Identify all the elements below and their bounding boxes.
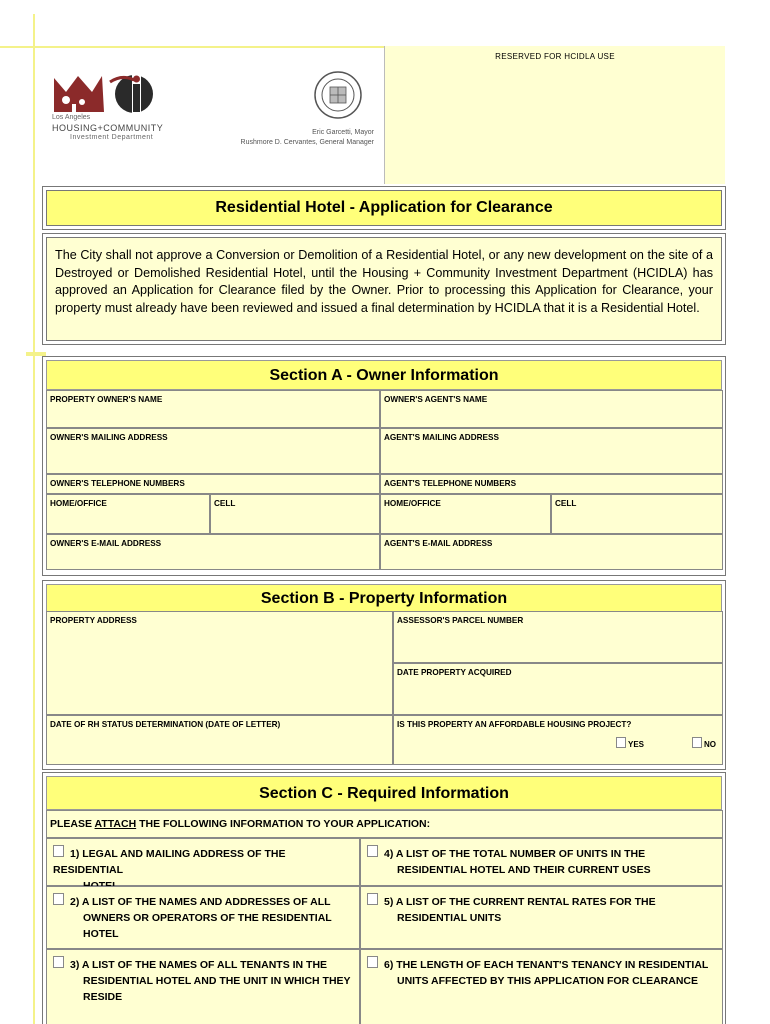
item-2-text: 2) A LIST OF THE NAMES AND ADDRESSES OF ALL [70, 896, 331, 908]
owner-name-field[interactable]: PROPERTY OWNER'S NAME [46, 390, 380, 428]
item-5-text-cont: RESIDENTIAL UNITS [397, 912, 502, 924]
rh-status-date-field[interactable]: DATE OF RH STATUS DETERMINATION (DATE OF LETTER) [46, 715, 393, 765]
hcidla-logo-icon [52, 72, 172, 116]
required-item-5[interactable] [360, 886, 723, 949]
required-item-1[interactable] [46, 838, 360, 886]
header-guide-line [0, 46, 388, 48]
item-2-checkbox[interactable] [53, 893, 64, 905]
affordable-housing-question: IS THIS PROPERTY AN AFFORDABLE HOUSING PROJECT? [397, 720, 632, 729]
item-1-checkbox[interactable] [53, 845, 64, 857]
section-b-heading: Section B - Property Information [46, 584, 722, 612]
item-2-text-cont: OWNERS OR OPERATORS OF THE RESIDENTIAL HOTEL [83, 912, 332, 940]
no-label: NO [704, 740, 716, 749]
officials-block [240, 128, 374, 148]
yes-option[interactable] [616, 737, 644, 749]
agent-home-phone-field[interactable]: HOME/OFFICE [380, 494, 551, 534]
attach-suffix: THE FOLLOWING INFORMATION TO YOUR APPLICATION: [136, 818, 431, 830]
agent-telephone-label: AGENT'S TELEPHONE NUMBERS [380, 474, 723, 494]
agent-cell-phone-field[interactable]: CELL [551, 494, 723, 534]
item-3-text-cont: RESIDENTIAL HOTEL AND THE UNIT IN WHICH THEY RESIDE [83, 975, 351, 1003]
logo-text-housing: HOUSING+COMMUNITY [52, 123, 164, 133]
item-6-checkbox[interactable] [367, 956, 378, 968]
city-seal-icon [313, 70, 363, 120]
mayor-name: Eric Garcetti, Mayor [312, 129, 374, 136]
general-manager-name: Rushmore D. Cervantes, General Manager [240, 139, 374, 146]
owner-email-field[interactable]: OWNER'S E-MAIL ADDRESS [46, 534, 380, 570]
no-option[interactable] [692, 737, 716, 749]
required-item-4[interactable] [360, 838, 723, 886]
owner-telephone-label: OWNER'S TELEPHONE NUMBERS [46, 474, 380, 494]
agent-email-field[interactable]: AGENT'S E-MAIL ADDRESS [380, 534, 723, 570]
attach-prefix: PLEASE [50, 818, 95, 830]
item-4-checkbox[interactable] [367, 845, 378, 857]
item-5-checkbox[interactable] [367, 893, 378, 905]
intro-text: The City shall not approve a Conversion or Demolition of a Residential Hotel, or any new development on the site of a Destroyed or Demolished Residential Hotel, until the Housing + Community Investment Department (HCIDLA) has approved an Application for Clearance filed by the Owner. Prior to processing this Application for Clearance, your property must already have been reviewed and issued a final determination by HCIDLA that it is a Residential Hotel. [46, 237, 722, 341]
reserved-for-hcidla-box [384, 46, 725, 184]
attach-instruction [46, 810, 723, 838]
item-6-text-cont: UNITS AFFECTED BY THIS APPLICATION FOR CLEARANCE [397, 975, 699, 987]
margin-guide-line [33, 14, 35, 1024]
yes-checkbox[interactable] [616, 737, 626, 748]
owner-home-phone-field[interactable]: HOME/OFFICE [46, 494, 210, 534]
reserved-label: RESERVED FOR HCIDLA USE [495, 52, 615, 61]
date-acquired-field[interactable]: DATE PROPERTY ACQUIRED [393, 663, 723, 715]
parcel-number-field[interactable]: ASSESSOR'S PARCEL NUMBER [393, 611, 723, 663]
owner-cell-phone-field[interactable]: CELL [210, 494, 380, 534]
item-4-text: 4) A LIST OF THE TOTAL NUMBER OF UNITS IN THE [384, 848, 646, 860]
item-3-checkbox[interactable] [53, 956, 64, 968]
property-address-field[interactable]: PROPERTY ADDRESS [46, 611, 393, 715]
logo-text-los-angeles: Los Angeles [52, 114, 91, 121]
item-3-text: 3) A LIST OF THE NAMES OF ALL TENANTS IN THE [70, 959, 328, 971]
owner-mailing-address-field[interactable]: OWNER'S MAILING ADDRESS [46, 428, 380, 474]
item-1-text: 1) LEGAL AND MAILING ADDRESS OF THE RESIDENTIAL [53, 848, 286, 876]
agent-mailing-address-field[interactable]: AGENT'S MAILING ADDRESS [380, 428, 723, 474]
no-checkbox[interactable] [692, 737, 702, 748]
city-seal [313, 70, 363, 120]
section-a-heading: Section A - Owner Information [46, 360, 722, 390]
required-item-2[interactable] [46, 886, 360, 949]
item-4-text-cont: RESIDENTIAL HOTEL AND THEIR CURRENT USES [397, 864, 651, 876]
affordable-housing-field [393, 715, 723, 765]
logo-text-department: Investment Department [70, 134, 154, 141]
item-5-text: 5) A LIST OF THE CURRENT RENTAL RATES FOR THE [384, 896, 656, 908]
hcidla-logo [52, 72, 172, 148]
required-item-6[interactable] [360, 949, 723, 1024]
attach-word: ATTACH [94, 818, 137, 830]
item-6-text: 6) THE LENGTH OF EACH TENANT'S TENANCY IN RESIDENTIAL [384, 959, 709, 971]
form-title: Residential Hotel - Application for Clearance [46, 190, 722, 226]
required-item-3[interactable] [46, 949, 360, 1024]
yes-label: YES [628, 740, 645, 749]
agent-name-field[interactable]: OWNER'S AGENT'S NAME [380, 390, 723, 428]
section-c-heading: Section C - Required Information [46, 776, 722, 810]
intro-box [42, 233, 726, 345]
form-title-box [42, 186, 726, 230]
